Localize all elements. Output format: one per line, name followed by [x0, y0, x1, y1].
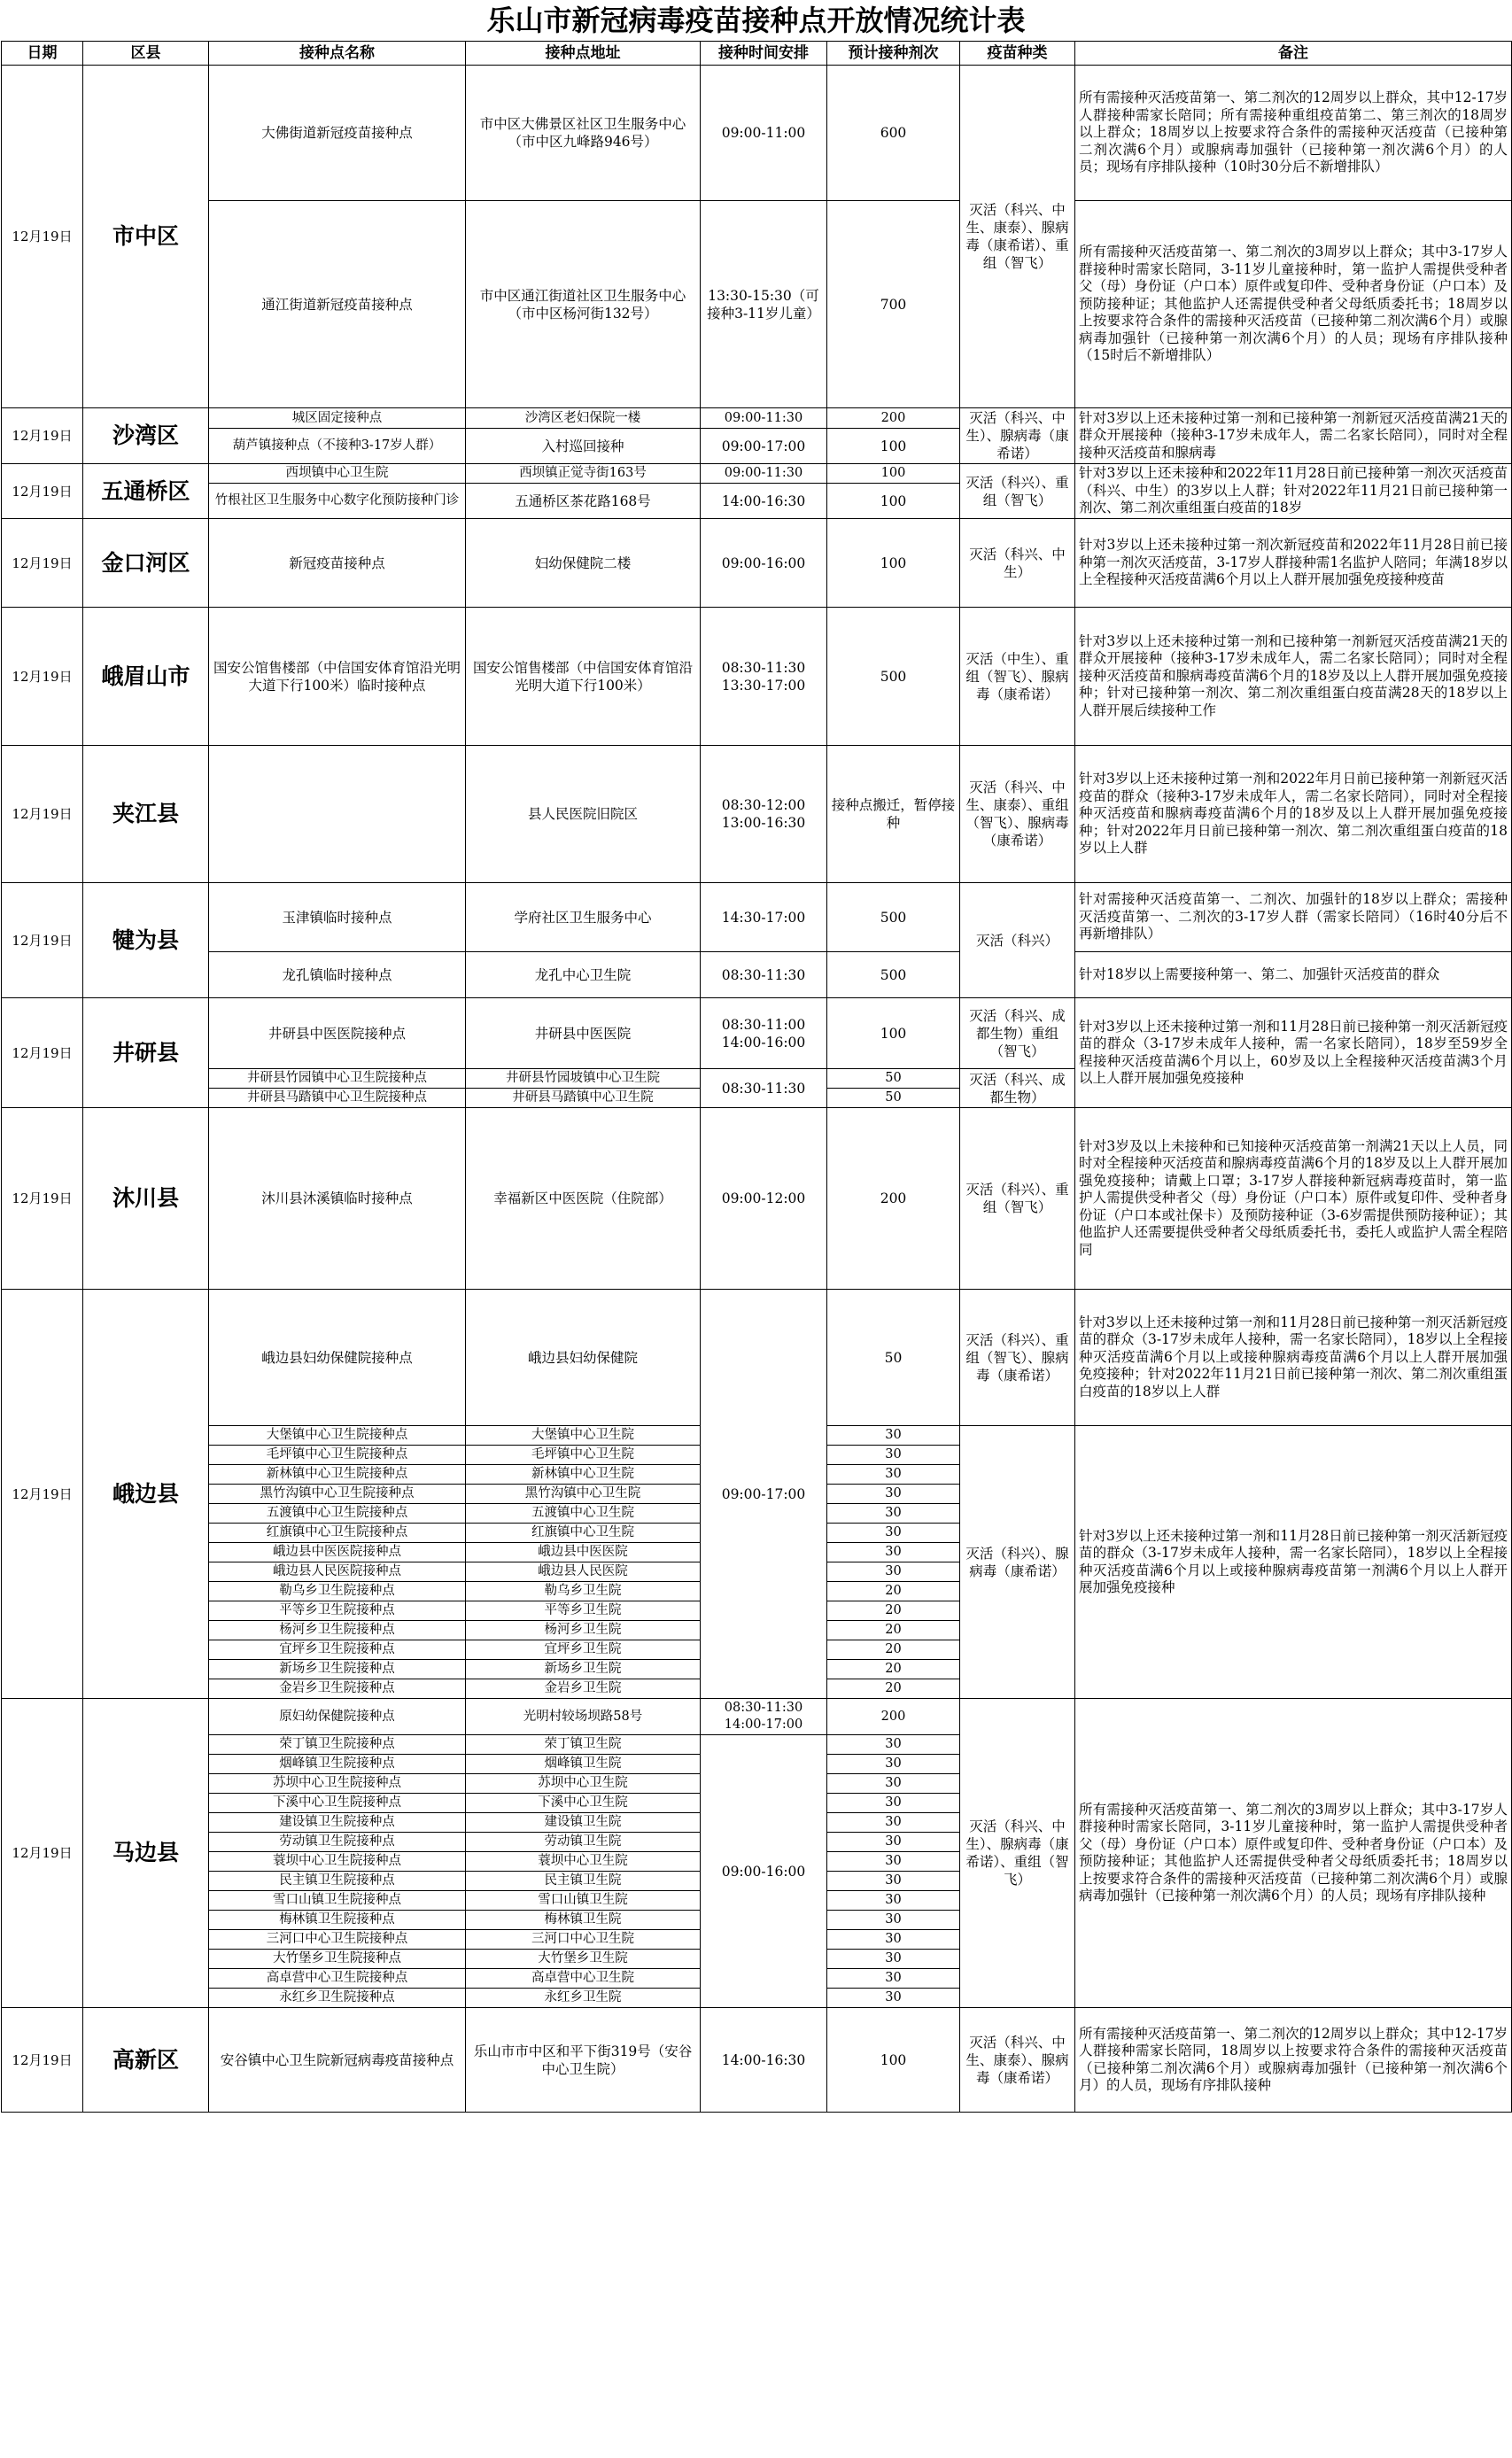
vaccine-type: 灭活（科兴、中生）、腺病毒（康希诺）、重组（智飞） [960, 1699, 1075, 2008]
site-address: 黑竹沟镇中心卫生院 [466, 1485, 701, 1504]
vaccine-type: 灭活（科兴、中生、康泰）、重组（智飞）、腺病毒（康希诺） [960, 746, 1075, 883]
date-cell: 12月19日 [2, 2008, 83, 2113]
doses: 500 [827, 608, 960, 746]
doses: 100 [827, 429, 960, 464]
site-address: 市中区大佛景区社区卫生服务中心（市中区九峰路946号） [466, 66, 701, 201]
doses: 20 [827, 1660, 960, 1679]
site-name: 新冠疫苗接种点 [209, 519, 466, 608]
site-address: 入村巡回接种 [466, 429, 701, 464]
vaccine-type: 灭活（科兴）、重组（智飞） [960, 464, 1075, 519]
vaccine-type: 灭活（科兴）、重组（智飞）、腺病毒（康希诺） [960, 1290, 1075, 1426]
table-row [2, 66, 1512, 201]
table-row [2, 519, 1512, 608]
notes: 针对3岁以上还未接种过第一剂和11月28日前已接种第一剂灭活新冠疫苗的群众（3-17岁未成年人接种，需一名家长陪同），18岁以上全程接种灭活疫苗满6个月以上或接种腺病毒疫苗满6个月以上人群开展加强免疫接种；针对2022年11月21日前已接种第一剂次、第二剂次重组蛋白疫苗的18岁以上人群 [1075, 1290, 1512, 1426]
site-address: 勒乌乡卫生院 [466, 1582, 701, 1601]
vaccine-type: 灭活（科兴） [960, 883, 1075, 998]
table-row [2, 2008, 1512, 2113]
site-name: 蓑坝中心卫生院接种点 [209, 1852, 466, 1872]
vaccine-type: 灭活（科兴、中生）、腺病毒（康希诺） [960, 408, 1075, 464]
district-cell: 峨边县 [83, 1290, 209, 1699]
site-address: 建设镇卫生院 [466, 1813, 701, 1833]
site-address: 峨边县妇幼保健院 [466, 1290, 701, 1426]
vaccine-type: 灭活（中生）、重组（智飞）、腺病毒（康希诺） [960, 608, 1075, 746]
site-name: 黑竹沟镇中心卫生院接种点 [209, 1485, 466, 1504]
site-name: 国安公馆售楼部（中信国安体育馆沿光明大道下行100米）临时接种点 [209, 608, 466, 746]
site-name: 梅林镇卫生院接种点 [209, 1911, 466, 1930]
header-notes: 备注 [1075, 42, 1512, 66]
table-row [2, 1108, 1512, 1290]
schedule: 14:00-16:30 [701, 484, 827, 519]
site-name: 红旗镇中心卫生院接种点 [209, 1524, 466, 1543]
vaccine-type: 灭活（科兴）、重组（智飞） [960, 1108, 1075, 1290]
doses: 100 [827, 464, 960, 484]
site-address: 毛坪镇中心卫生院 [466, 1446, 701, 1465]
header-doses: 预计接种剂次 [827, 42, 960, 66]
site-name: 沐川县沐溪镇临时接种点 [209, 1108, 466, 1290]
schedule: 09:00-16:00 [701, 519, 827, 608]
doses: 20 [827, 1640, 960, 1660]
doses: 30 [827, 1504, 960, 1524]
notes: 针对需接种灭活疫苗第一、二剂次、加强针的18岁以上群众；需接种灭活疫苗第一、二剂次的3-17岁人群（需家长陪同）（16时40分后不再新增排队） [1075, 883, 1512, 952]
district-cell: 高新区 [83, 2008, 209, 2113]
site-name: 井研县中医医院接种点 [209, 998, 466, 1069]
vaccination-table [1, 41, 1512, 2113]
site-address: 峨边县中医医院 [466, 1543, 701, 1562]
doses: 600 [827, 66, 960, 201]
notes: 所有需接种灭活疫苗第一、第二剂次的3周岁以上群众；其中3-17岁人群接种时需家长陪同，3-11岁儿童接种时，第一监护人需提供受种者父（母）身份证（户口本）原件或复印件、受种者身份证（户口本）及预防接种证；其他监护人还需提供受种者父母纸质委托书；18周岁以上按要求符合条件的需接种灭活疫苗（已接种第二剂次满6个月）或腺病毒加强针（已接种第一剂次满6个月）的人员；现场有序排队接种（15时后不新增排队） [1075, 201, 1512, 408]
site-address: 大堡镇中心卫生院 [466, 1426, 701, 1446]
doses: 30 [827, 1989, 960, 2008]
table-row [2, 952, 1512, 998]
date-cell: 12月19日 [2, 608, 83, 746]
header-site-name: 接种点名称 [209, 42, 466, 66]
site-name: 高卓营中心卫生院接种点 [209, 1969, 466, 1989]
site-address: 井研县马踏镇中心卫生院 [466, 1089, 701, 1108]
site-name: 劳动镇卫生院接种点 [209, 1833, 466, 1852]
schedule: 09:00-17:00 [701, 1290, 827, 1699]
site-address: 国安公馆售楼部（中信国安体育馆沿光明大道下行100米） [466, 608, 701, 746]
site-address: 沙湾区老妇保院一楼 [466, 408, 701, 429]
district-cell: 马边县 [83, 1699, 209, 2008]
site-name: 苏坝中心卫生院接种点 [209, 1774, 466, 1794]
date-cell: 12月19日 [2, 66, 83, 408]
site-name: 大堡镇中心卫生院接种点 [209, 1426, 466, 1446]
site-name: 荣丁镇卫生院接种点 [209, 1735, 466, 1755]
doses: 20 [827, 1679, 960, 1699]
doses: 30 [827, 1446, 960, 1465]
doses: 700 [827, 201, 960, 408]
doses: 200 [827, 1699, 960, 1735]
site-name: 峨边县中医医院接种点 [209, 1543, 466, 1562]
notes: 针对3岁以上还未接种过第一剂和2022年月日前已接种第一剂新冠灭活疫苗的群众（接种3-17岁未成年人，需二名家长陪同），同时对全程接种灭活疫苗和腺病毒疫苗满6个月的18岁及以上人群开展加强免疫接种；针对2022年月日前已接种第一剂次、第二剂次重组蛋白疫苗的18岁以上人群 [1075, 746, 1512, 883]
site-address: 红旗镇中心卫生院 [466, 1524, 701, 1543]
site-address: 五通桥区茶花路168号 [466, 484, 701, 519]
site-name: 龙孔镇临时接种点 [209, 952, 466, 998]
site-address: 县人民医院旧院区 [466, 746, 701, 883]
site-address: 市中区通江街道社区卫生服务中心（市中区杨河街132号） [466, 201, 701, 408]
site-name: 五渡镇中心卫生院接种点 [209, 1504, 466, 1524]
district-cell: 峨眉山市 [83, 608, 209, 746]
district-cell: 金口河区 [83, 519, 209, 608]
site-name: 民主镇卫生院接种点 [209, 1872, 466, 1891]
site-name: 通江街道新冠疫苗接种点 [209, 201, 466, 408]
district-cell: 市中区 [83, 66, 209, 408]
vaccine-type: 灭活（科兴、中生、康泰）、腺病毒（康希诺） [960, 2008, 1075, 2113]
date-cell: 12月19日 [2, 998, 83, 1108]
site-name: 雪口山镇卫生院接种点 [209, 1891, 466, 1911]
doses: 30 [827, 1543, 960, 1562]
doses: 50 [827, 1089, 960, 1108]
doses: 50 [827, 1069, 960, 1089]
doses: 30 [827, 1833, 960, 1852]
site-name: 原妇幼保健院接种点 [209, 1699, 466, 1735]
schedule: 09:00-16:00 [701, 1735, 827, 2008]
site-address: 西坝镇正觉寺街163号 [466, 464, 701, 484]
vaccine-type: 灭活（科兴）、腺病毒（康希诺） [960, 1426, 1075, 1699]
schedule: 08:30-12:00 13:00-16:30 [701, 746, 827, 883]
site-name: 井研县马踏镇中心卫生院接种点 [209, 1089, 466, 1108]
doses: 30 [827, 1774, 960, 1794]
header-vaccine: 疫苗种类 [960, 42, 1075, 66]
doses: 500 [827, 952, 960, 998]
doses: 30 [827, 1735, 960, 1755]
notes: 针对3岁以上还未接种过第一剂和11月28日前已接种第一剂灭活新冠疫苗的群众（3-17岁未成年人接种，需一名家长陪同），18岁至59岁全程接种灭活疫苗满6个月以上，60岁及以上全程接种灭活疫苗满3个月以上人群开展加强免疫接种 [1075, 998, 1512, 1108]
site-name: 西坝镇中心卫生院 [209, 464, 466, 484]
site-address: 五渡镇中心卫生院 [466, 1504, 701, 1524]
schedule: 09:00-12:00 [701, 1108, 827, 1290]
doses: 30 [827, 1813, 960, 1833]
schedule: 08:30-11:30 [701, 952, 827, 998]
date-cell: 12月19日 [2, 746, 83, 883]
site-name: 新场乡卫生院接种点 [209, 1660, 466, 1679]
district-cell: 沙湾区 [83, 408, 209, 464]
site-address: 峨边县人民医院 [466, 1562, 701, 1582]
site-name: 勒乌乡卫生院接种点 [209, 1582, 466, 1601]
site-name: 大竹堡乡卫生院接种点 [209, 1950, 466, 1969]
schedule: 09:00-11:30 [701, 464, 827, 484]
district-cell: 夹江县 [83, 746, 209, 883]
site-address: 金岩乡卫生院 [466, 1679, 701, 1699]
site-address: 烟峰镇卫生院 [466, 1755, 701, 1774]
header-district: 区县 [83, 42, 209, 66]
doses: 100 [827, 998, 960, 1069]
site-address: 下溪中心卫生院 [466, 1794, 701, 1813]
site-address: 新场乡卫生院 [466, 1660, 701, 1679]
schedule: 08:30-11:00 14:00-16:00 [701, 998, 827, 1069]
site-address: 雪口山镇卫生院 [466, 1891, 701, 1911]
table-row [2, 608, 1512, 746]
notes: 所有需接种灭活疫苗第一、第二剂次的12周岁以上群众；其中12-17岁人群接种需家长陪同，18周岁以上按要求符合条件的需接种灭活疫苗（已接种第二剂次满6个月）或腺病毒加强针（已接种第一剂次满6个月）的人员，现场有序排队接种 [1075, 2008, 1512, 2113]
site-name: 建设镇卫生院接种点 [209, 1813, 466, 1833]
site-name: 烟峰镇卫生院接种点 [209, 1755, 466, 1774]
doses: 20 [827, 1601, 960, 1621]
notes: 所有需接种灭活疫苗第一、第二剂次的12周岁以上群众，其中12-17岁人群接种需家长陪同；所有需接种重组疫苗第二、第三剂次的18周岁以上群众；18周岁以上按要求符合条件的需接种灭活疫苗（已接种第二剂次满6个月）或腺病毒加强针（已接种第一剂次满6个月）的人员；现场有序排队接种（10时30分后不新增排队） [1075, 66, 1512, 201]
header-row [2, 42, 1512, 66]
table-row [2, 464, 1512, 484]
site-address: 大竹堡乡卫生院 [466, 1950, 701, 1969]
doses: 30 [827, 1465, 960, 1485]
table-row [2, 201, 1512, 408]
doses: 500 [827, 883, 960, 952]
site-name: 城区固定接种点 [209, 408, 466, 429]
site-name: 峨边县妇幼保健院接种点 [209, 1290, 466, 1426]
doses: 30 [827, 1562, 960, 1582]
doses: 200 [827, 1108, 960, 1290]
doses: 30 [827, 1872, 960, 1891]
doses: 30 [827, 1755, 960, 1774]
site-address: 龙孔中心卫生院 [466, 952, 701, 998]
site-address: 宜坪乡卫生院 [466, 1640, 701, 1660]
header-date: 日期 [2, 42, 83, 66]
site-address: 高卓营中心卫生院 [466, 1969, 701, 1989]
date-cell: 12月19日 [2, 1290, 83, 1699]
site-address: 杨河乡卫生院 [466, 1621, 701, 1640]
site-address: 学府社区卫生服务中心 [466, 883, 701, 952]
table-row [2, 883, 1512, 952]
date-cell: 12月19日 [2, 408, 83, 464]
doses: 100 [827, 484, 960, 519]
site-name: 大佛街道新冠疫苗接种点 [209, 66, 466, 201]
site-name: 毛坪镇中心卫生院接种点 [209, 1446, 466, 1465]
site-name: 安谷镇中心卫生院新冠病毒疫苗接种点 [209, 2008, 466, 2113]
notes: 针对3岁及以上未接种和已知接种灭活疫苗第一剂满21天以上人员，同时对全程接种灭活疫苗和腺病毒疫苗满6个月的18岁及以上人群开展加强免疫接种；请戴上口罩；3-17岁人群接种新冠病毒疫苗时，第一监护人需提供受种者父（母）身份证（户口本）原件或复印件、受种者身份证（户口本或社保卡）及预防接种证（3-6岁需提供预防接种证）；其他监护人还需要提供受种者父母纸质委托书，委托人或监护人需全程陪同 [1075, 1108, 1512, 1290]
doses: 100 [827, 519, 960, 608]
site-address: 井研县竹园坡镇中心卫生院 [466, 1069, 701, 1089]
site-name: 新林镇中心卫生院接种点 [209, 1465, 466, 1485]
site-address: 妇幼保健院二楼 [466, 519, 701, 608]
site-address: 民主镇卫生院 [466, 1872, 701, 1891]
doses: 30 [827, 1969, 960, 1989]
doses: 100 [827, 2008, 960, 2113]
site-name: 葫芦镇接种点（不接种3-17岁人群） [209, 429, 466, 464]
notes: 所有需接种灭活疫苗第一、第二剂次的3周岁以上群众；其中3-17岁人群接种时需家长陪同，3-11岁儿童接种时，第一监护人需提供受种者父（母）身份证（户口本）原件或复印件、受种者身份证（户口本）及预防接种证；其他监护人还需提供受种者父母纸质委托书；18周岁以上按要求符合条件的需接种灭活疫苗（已接种第二剂次满6个月）或腺病毒加强针（已接种第一剂次满6个月）的人员；现场有序排队接种 [1075, 1699, 1512, 2008]
table-row [2, 408, 1512, 429]
site-address: 新林镇中心卫生院 [466, 1465, 701, 1485]
schedule: 14:00-16:30 [701, 2008, 827, 2113]
doses: 20 [827, 1582, 960, 1601]
doses: 接种点搬迁，暂停接种 [827, 746, 960, 883]
doses: 30 [827, 1950, 960, 1969]
schedule: 09:00-11:30 [701, 408, 827, 429]
district-cell: 五通桥区 [83, 464, 209, 519]
notes: 针对18岁以上需要接种第一、第二、加强针灭活疫苗的群众 [1075, 952, 1512, 998]
site-address: 幸福新区中医医院（住院部） [466, 1108, 701, 1290]
site-name: 杨河乡卫生院接种点 [209, 1621, 466, 1640]
doses: 30 [827, 1930, 960, 1950]
doses: 30 [827, 1524, 960, 1543]
district-cell: 犍为县 [83, 883, 209, 998]
schedule: 09:00-11:00 [701, 66, 827, 201]
schedule: 08:30-11:30 [701, 1069, 827, 1108]
date-cell: 12月19日 [2, 464, 83, 519]
district-cell: 井研县 [83, 998, 209, 1108]
site-name: 平等乡卫生院接种点 [209, 1601, 466, 1621]
header-schedule: 接种时间安排 [701, 42, 827, 66]
site-address: 劳动镇卫生院 [466, 1833, 701, 1852]
site-address: 乐山市市中区和平下街319号（安谷中心卫生院） [466, 2008, 701, 2113]
site-address: 光明村较场坝路58号 [466, 1699, 701, 1735]
site-name: 永红乡卫生院接种点 [209, 1989, 466, 2008]
doses: 50 [827, 1290, 960, 1426]
site-name: 峨边县人民医院接种点 [209, 1562, 466, 1582]
schedule: 14:30-17:00 [701, 883, 827, 952]
vaccine-type: 灭活（科兴、中生、康泰）、腺病毒（康希诺）、重组（智飞） [960, 66, 1075, 408]
site-name: 金岩乡卫生院接种点 [209, 1679, 466, 1699]
schedule: 13:30-15:30（可接种3-11岁儿童） [701, 201, 827, 408]
site-address: 三河口中心卫生院 [466, 1930, 701, 1950]
schedule: 08:30-11:30 14:00-17:00 [701, 1699, 827, 1735]
doses: 200 [827, 408, 960, 429]
notes: 针对3岁以上还未接种过第一剂和11月28日前已接种第一剂灭活新冠疫苗的群众（3-17岁未成年人接种，需一名家长陪同），18岁以上全程接种灭活疫苗满6个月以上或接种腺病毒疫苗第一剂满6个月以上人群开展加强免疫接种 [1075, 1426, 1512, 1699]
date-cell: 12月19日 [2, 1108, 83, 1290]
schedule: 08:30-11:30 13:30-17:00 [701, 608, 827, 746]
vaccine-type: 灭活（科兴、成都生物）重组（智飞） [960, 998, 1075, 1069]
site-name: 三河口中心卫生院接种点 [209, 1930, 466, 1950]
doses: 20 [827, 1621, 960, 1640]
page-title: 乐山市新冠病毒疫苗接种点开放情况统计表 [486, 4, 1026, 37]
doses: 30 [827, 1426, 960, 1446]
table-row [2, 1290, 1512, 1426]
notes: 针对3岁以上还未接种过第一剂次新冠疫苗和2022年11月28日前已接种第一剂次灭活疫苗，3-17岁人群接种需1名监护人陪同；年满18岁以上全程接种灭活疫苗满6个月以上人群开展加强免疫接种疫苗 [1075, 519, 1512, 608]
date-cell: 12月19日 [2, 519, 83, 608]
schedule: 09:00-17:00 [701, 429, 827, 464]
site-address: 蓑坝中心卫生院 [466, 1852, 701, 1872]
table-row [2, 998, 1512, 1069]
header-site-address: 接种点地址 [466, 42, 701, 66]
site-address: 平等乡卫生院 [466, 1601, 701, 1621]
table-row [2, 746, 1512, 883]
notes: 针对3岁以上还未接种和2022年11月28日前已接种第一剂次灭活疫苗（科兴、中生）的3岁以上人群；针对2022年11月21日前已接种第一剂次、第二剂次重组蛋白疫苗的18岁 [1075, 464, 1512, 519]
district-cell: 沐川县 [83, 1108, 209, 1290]
doses: 30 [827, 1891, 960, 1911]
vaccine-type: 灭活（科兴、中生） [960, 519, 1075, 608]
site-name: 下溪中心卫生院接种点 [209, 1794, 466, 1813]
site-name [209, 746, 466, 883]
site-address: 荣丁镇卫生院 [466, 1735, 701, 1755]
site-name: 宜坪乡卫生院接种点 [209, 1640, 466, 1660]
table-row [2, 1699, 1512, 1735]
site-name: 玉津镇临时接种点 [209, 883, 466, 952]
doses: 30 [827, 1794, 960, 1813]
date-cell: 12月19日 [2, 883, 83, 998]
vaccine-type: 灭活（科兴、成都生物） [960, 1069, 1075, 1108]
notes: 针对3岁以上还未接种过第一剂和已接种第一剂新冠灭活疫苗满21天的群众开展接种（接种3-17岁未成年人，需二名家长陪同）；同时对全程接种灭活疫苗和腺病毒疫苗满6个月的18岁及以上人群开展加强免疫接种；针对已接种第一剂次、第二剂次重组蛋白疫苗满28天的18岁以上人群开展后续接种工作 [1075, 608, 1512, 746]
site-name: 井研县竹园镇中心卫生院接种点 [209, 1069, 466, 1089]
notes: 针对3岁以上还未接种过第一剂和已接种第一剂新冠灭活疫苗满21天的群众开展接种（接种3-17岁未成年人，需二名家长陪同），同时对全程接种灭活疫苗和腺病毒 [1075, 408, 1512, 464]
site-address: 梅林镇卫生院 [466, 1911, 701, 1930]
doses: 30 [827, 1911, 960, 1930]
site-address: 永红乡卫生院 [466, 1989, 701, 2008]
doses: 30 [827, 1485, 960, 1504]
site-address: 苏坝中心卫生院 [466, 1774, 701, 1794]
site-address: 井研县中医医院 [466, 998, 701, 1069]
doses: 30 [827, 1852, 960, 1872]
date-cell: 12月19日 [2, 1699, 83, 2008]
site-name: 竹根社区卫生服务中心数字化预防接种门诊 [209, 484, 466, 519]
